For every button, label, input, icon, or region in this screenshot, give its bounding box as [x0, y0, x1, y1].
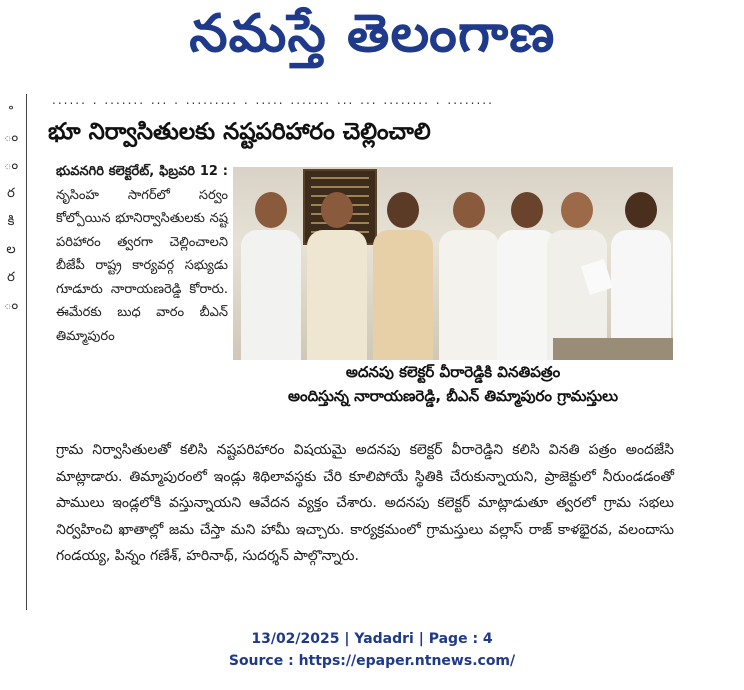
source-footer	[0, 628, 744, 672]
adjacent-column-edge: ॰ ం ం ర కి ల ర ం	[3, 102, 19, 313]
masthead-title: నమస్తే తెలంగాణ	[188, 3, 556, 64]
person-figure	[373, 192, 433, 360]
person-figure	[439, 192, 499, 360]
photo-caption-line-1: అదనపు కలెక్టర్ వీరారెడ్డికి వినతిపత్రం	[345, 363, 561, 381]
article-dateline: భువనగిరి కలెక్టరేట్, ఫిబ్రవరి 12 :	[56, 164, 228, 179]
article-lead: నృసింహ సాగర్‌లో సర్వం కోల్పోయిన భూనిర్వాసితులకు నష్ట పరిహారం త్వరగా చెల్లించాలని బీజేపీ రాష్ట్ర కార్యవర్గ సభ్యుడు గూడూరు నారాయణరెడ్డి కోరారు. ఈమేరకు బుధ వారం బీఎన్ తిమ్మాపురం	[56, 187, 228, 344]
office-desk	[553, 338, 673, 360]
edition-info: 13/02/2025 | Yadadri | Page : 4	[251, 631, 493, 647]
masthead	[0, 0, 744, 80]
person-figure	[307, 192, 367, 360]
source-link[interactable]: Source : https://epaper.ntnews.com/	[228, 653, 516, 669]
news-photo	[233, 167, 673, 360]
article-lead-column	[56, 160, 228, 348]
person-figure	[611, 192, 671, 360]
photo-caption	[233, 360, 673, 420]
article-body: గ్రామ నిర్వాసితులతో కలిసి నష్టపరిహారం విషయమై అదనపు కలెక్టర్ వీరారెడ్డిని కలిసి వినతి పత్రం అందజేసి మాట్లాడారు. తిమ్మాపురంలో ఇండ్లు శిథిలావస్థకు చేరి కూలిపోయే స్థితికి చేరుకున్నాయని, ప్రాజెక్టులో నీరుండడంతో పాములు ఇండ్లలోకి వస్తున్నాయని ఆవేదన వ్యక్తం చేశారు. అదనపు కలెక్టర్ మాట్లాడుతూ త్వరలో గ్రామ సభలు నిర్వహించి ఖాతాల్లో జమ చేస్తా మని హామీ ఇచ్చారు. కార్యక్రమంలో గ్రామస్తులు వల్లాస్ రాజ్ కాళభైరవ, వలందాసు గండయ్య, పిన్నం గణేశ్, హరినాథ్, సుదర్శన్ పాల్గొన్నారు.	[56, 442, 674, 564]
photo-caption-line-2: అందిస్తున్న నారాయణరెడ్డి, బీఎన్ తిమ్మాపురం గ్రామస్తులు	[287, 387, 619, 405]
person-figure	[241, 192, 301, 360]
previous-article-strip: ...... . ....... ... . ......... . ..... ....... ... ... ........ . ........	[52, 93, 494, 107]
article-headline: భూ నిర్వాసితులకు నష్టపరిహారం చెల్లించాలి	[48, 119, 431, 145]
